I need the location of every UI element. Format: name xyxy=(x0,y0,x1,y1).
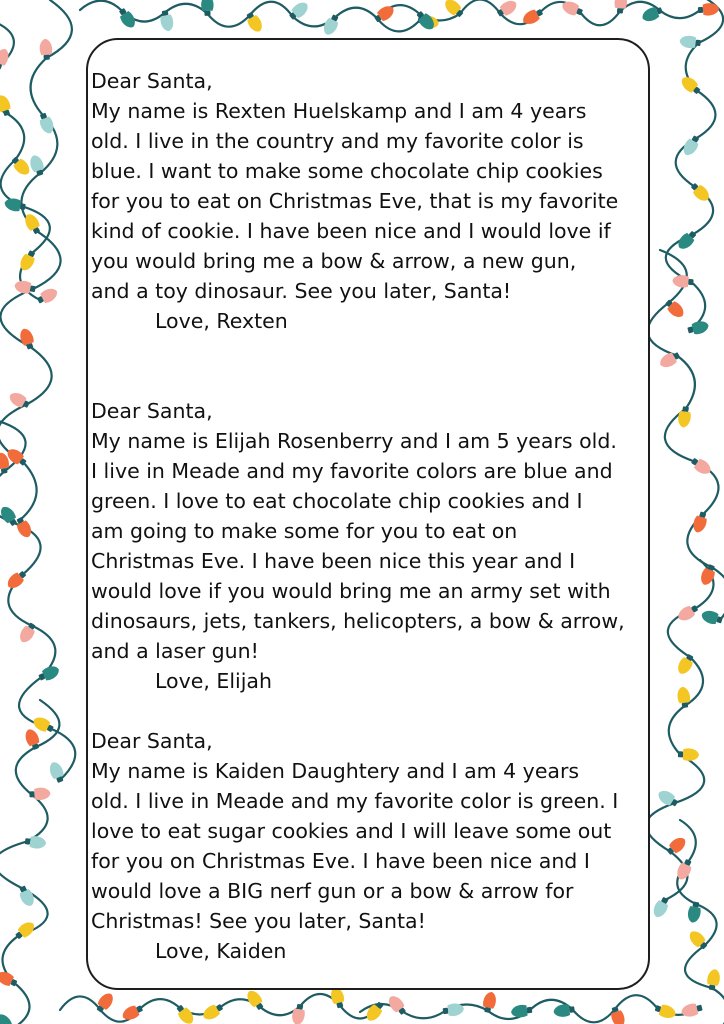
letter-line: old. I live in Meade and my favorite color is green. I xyxy=(91,789,619,813)
letter-kaiden xyxy=(91,726,647,966)
light-bulb-icon xyxy=(608,1005,627,1024)
letter-closing: Love, Kaiden xyxy=(155,939,287,963)
letter-line: for you to eat on Christmas Eve, that is my favorite xyxy=(91,189,619,213)
letter-greeting: Dear Santa, xyxy=(91,69,213,93)
light-bulb-icon xyxy=(481,991,498,1014)
light-bulb-icon xyxy=(680,1002,703,1019)
letter-line: love to eat sugar cookies and I will leave some out xyxy=(91,819,612,843)
spacer xyxy=(91,336,647,396)
letters-container xyxy=(91,66,647,966)
light-bulb-icon xyxy=(553,1003,575,1018)
light-bulb-icon xyxy=(159,9,175,32)
letter-line: and a laser gun! xyxy=(91,639,259,663)
light-bulb-icon xyxy=(686,901,702,924)
light-bulb-icon xyxy=(37,111,56,135)
letter-line: am going to make some for you to eat on xyxy=(91,519,518,543)
light-bulb-icon xyxy=(24,835,46,850)
light-bulb-icon xyxy=(29,787,51,800)
light-bulb-icon xyxy=(9,154,33,178)
light-bulb-icon xyxy=(13,279,36,295)
letter-line: My name is Kaiden Daughtery and I am 4 years xyxy=(91,759,580,783)
light-bulb-icon xyxy=(640,4,664,24)
letter-line: and a toy dinosaur. See you later, Santa! xyxy=(91,279,512,303)
light-bulb-icon xyxy=(676,686,691,709)
light-bulb-icon xyxy=(28,153,47,177)
light-bulb-icon xyxy=(0,47,11,71)
light-bulb-icon xyxy=(686,928,710,952)
light-bulb-icon xyxy=(120,1002,144,1022)
light-bulb-icon xyxy=(510,1004,532,1019)
letter-line: for you on Christmas Eve. I have been nice and I xyxy=(91,849,590,873)
light-bulb-icon xyxy=(654,1002,678,1021)
light-bulb-icon xyxy=(664,834,688,857)
light-bulb-icon xyxy=(287,0,311,22)
light-bulb-icon xyxy=(663,297,687,320)
letter-line: would love a BIG nerf gun or a bow & arrow for xyxy=(91,879,574,903)
letter-line: you would bring me a bow & arrow, a new gun, xyxy=(91,249,577,273)
light-bulb-icon xyxy=(698,2,720,16)
light-bulb-icon xyxy=(614,0,628,14)
letter-closing: Love, Elijah xyxy=(155,669,272,693)
light-bulb-icon xyxy=(291,1003,307,1024)
light-bulb-icon xyxy=(689,455,713,477)
light-bulb-icon xyxy=(700,609,724,627)
letter-elijah xyxy=(91,396,647,696)
letter-line: Christmas! See you later, Santa! xyxy=(91,909,426,933)
light-bulb-icon xyxy=(691,510,710,534)
light-bulb-icon xyxy=(675,652,696,676)
letter-greeting: Dear Santa, xyxy=(91,729,213,753)
light-bulb-icon xyxy=(244,10,265,34)
light-bulb-icon xyxy=(201,0,214,16)
light-bulb-icon xyxy=(39,38,53,60)
light-bulb-icon xyxy=(35,286,59,307)
light-bulb-icon xyxy=(686,319,709,336)
letter-rexten xyxy=(91,66,647,336)
light-bulb-icon xyxy=(0,93,13,117)
letter-greeting: Dear Santa, xyxy=(91,399,213,423)
light-bulb-icon xyxy=(676,602,700,623)
light-bulb-icon xyxy=(94,990,116,1014)
light-bulb-icon xyxy=(679,35,701,50)
letter-line: I live in Meade and my favorite colors are blue and xyxy=(91,459,613,483)
light-bulb-icon xyxy=(0,969,19,990)
light-bulb-icon xyxy=(18,327,37,351)
light-bulb-icon xyxy=(47,760,66,784)
letter-line: kind of cookie. I have been nice and I would love if xyxy=(91,219,611,243)
letter-line: blue. I want to make some chocolate chip cookies xyxy=(91,159,603,183)
letter-line: My name is Rexten Huelskamp and I am 4 years xyxy=(91,99,587,123)
light-bulb-icon xyxy=(672,274,694,288)
light-bulb-icon xyxy=(677,406,692,429)
letter-line: would love if you would bring me an army set with xyxy=(91,579,611,603)
letter-line: green. I love to eat chocolate chip cookies and I xyxy=(91,489,583,513)
spacer xyxy=(91,696,647,726)
light-bulb-icon xyxy=(201,1001,225,1022)
light-bulb-icon xyxy=(678,748,699,761)
letter-line: Christmas Eve. I have been nice this year and I xyxy=(91,549,576,573)
light-bulb-icon xyxy=(14,515,35,539)
letter-line: old. I live in the country and my favorite color is xyxy=(91,129,584,153)
light-bulb-icon xyxy=(0,1011,16,1024)
letter-line: dinosaurs, jets, tankers, helicopters, a bow & arrow, xyxy=(91,609,625,633)
letter-line: My name is Elijah Rosenberry and I am 5 years old. xyxy=(91,429,617,453)
letter-closing: Love, Rexten xyxy=(155,309,288,333)
